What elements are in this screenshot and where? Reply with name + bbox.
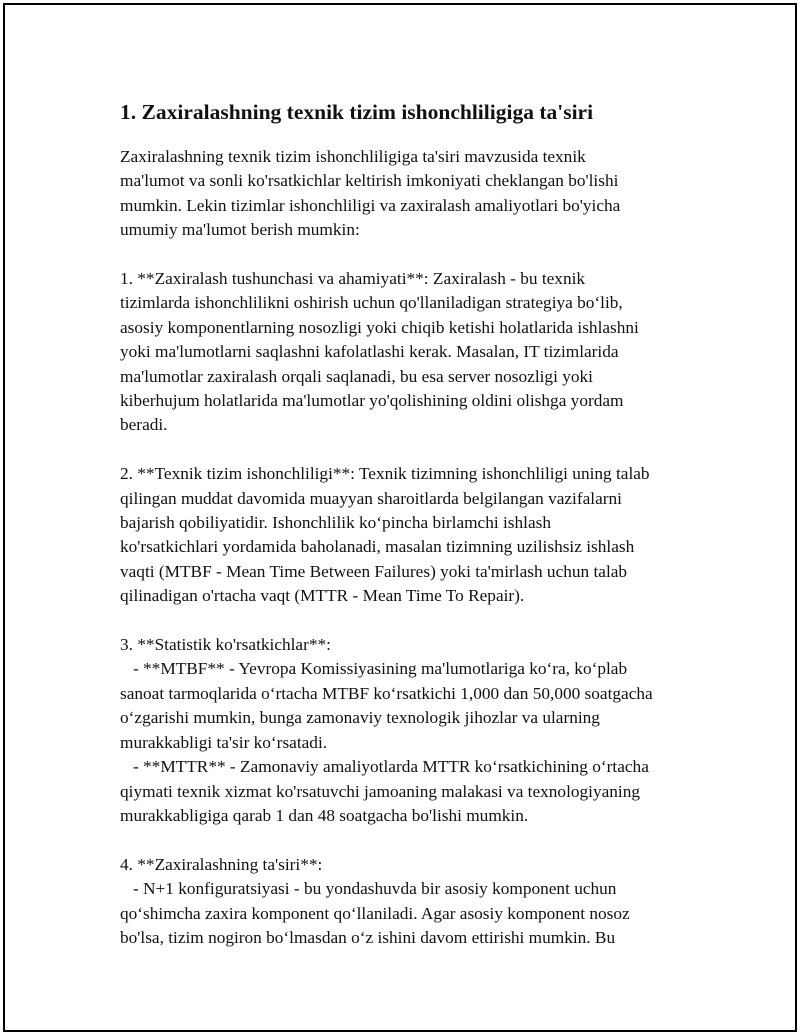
section-3-paragraph	[120, 633, 700, 828]
section-4-paragraph	[120, 853, 700, 951]
document-page	[3, 3, 797, 1032]
text-line: sanoat tarmoqlarida o‘rtacha MTBF ko‘rsatkichi 1,000 dan 50,000 soatgacha	[120, 683, 653, 703]
text-line: vaqti (MTBF - Mean Time Between Failures) yoki ta'mirlash uchun talab	[120, 561, 628, 581]
text-line: beradi.	[120, 415, 168, 435]
text-line: qo‘shimcha zaxira komponent qo‘llaniladi. Agar asosiy komponent nosoz	[120, 903, 630, 923]
text-line: 1. **Zaxiralash tushunchasi va ahamiyati**: Zaxiralash - bu texnik	[120, 269, 586, 289]
paragraph-gap	[120, 828, 700, 852]
text-line: asosiy komponentlarning nosozligi yoki chiqib ketishi holatlarida ishlashni	[120, 317, 639, 337]
page-title: 1. Zaxiralashning texnik tizim ishonchliligiga ta'siri	[120, 100, 594, 124]
section-1-paragraph	[120, 267, 700, 438]
text-line: - **MTBF** - Yevropa Komissiyasining ma'lumotlariga ko‘ra, ko‘plab	[120, 659, 628, 679]
intro-paragraph	[120, 145, 700, 243]
text-line: qilingan muddat davomida muayyan sharoitlarda belgilangan vazifalarni	[120, 488, 622, 508]
section-2-paragraph	[120, 462, 700, 608]
text-line: - **MTTR** - Zamonaviy amaliyotlarda MTTR ko‘rsatkichining o‘rtacha	[120, 757, 649, 777]
text-line: umumiy ma'lumot berish mumkin:	[120, 220, 360, 240]
text-line: murakkabligiga qarab 1 dan 48 soatgacha bo'lishi mumkin.	[120, 805, 529, 825]
document-body	[120, 97, 700, 950]
text-line: murakkabligi ta'sir ko‘rsatadi.	[120, 732, 328, 752]
text-line: 3. **Statistik ko'rsatkichlar**:	[120, 635, 331, 655]
text-line: o‘zgarishi mumkin, bunga zamonaviy texnologik jihozlar va ularning	[120, 708, 600, 728]
text-line: ma'lumot va sonli ko'rsatkichlar keltirish imkoniyati cheklangan bo'lishi	[120, 171, 619, 191]
text-line: qilinadigan o'rtacha vaqt (MTTR - Mean Time To Repair).	[120, 586, 525, 606]
paragraph-gap	[120, 609, 700, 633]
text-line: tizimlarda ishonchlilikni oshirish uchun qo'llaniladigan strategiya bo‘lib,	[120, 293, 623, 313]
text-line: 2. **Texnik tizim ishonchliligi**: Texnik tizimning ishonchliligi uning talab	[120, 464, 650, 484]
text-line: 4. **Zaxiralashning ta'siri**:	[120, 854, 323, 874]
text-line: qiymati texnik xizmat ko'rsatuvchi jamoaning malakasi va texnologiyaning	[120, 781, 640, 801]
paragraph-gap	[120, 438, 700, 462]
paragraph-gap	[120, 243, 700, 267]
text-line: yoki ma'lumotlarni saqlashni kafolatlashi kerak. Masalan, IT tizimlarida	[120, 342, 619, 362]
text-line: bo'lsa, tizim nogiron bo‘lmasdan o‘z ishini davom ettirishi mumkin. Bu	[120, 927, 616, 947]
text-line: mumkin. Lekin tizimlar ishonchliligi va zaxiralash amaliyotlari bo'yicha	[120, 195, 621, 215]
text-line: ma'lumotlar zaxiralash orqali saqlanadi, bu esa server nosozligi yoki	[120, 366, 593, 386]
text-line: kiberhujum holatlarida ma'lumotlar yo'qolishining oldini olishga yordam	[120, 391, 624, 411]
text-line: - N+1 konfiguratsiyasi - bu yondashuvda bir asosiy komponent uchun	[120, 879, 617, 899]
text-line: bajarish qobiliyatidir. Ishonchlilik ko‘pincha birlamchi ishlash	[120, 513, 551, 533]
text-line: Zaxiralashning texnik tizim ishonchliligiga ta'siri mavzusida texnik	[120, 147, 586, 166]
text-line: ko'rsatkichlari yordamida baholanadi, masalan tizimning uzilishsiz ishlash	[120, 537, 635, 557]
